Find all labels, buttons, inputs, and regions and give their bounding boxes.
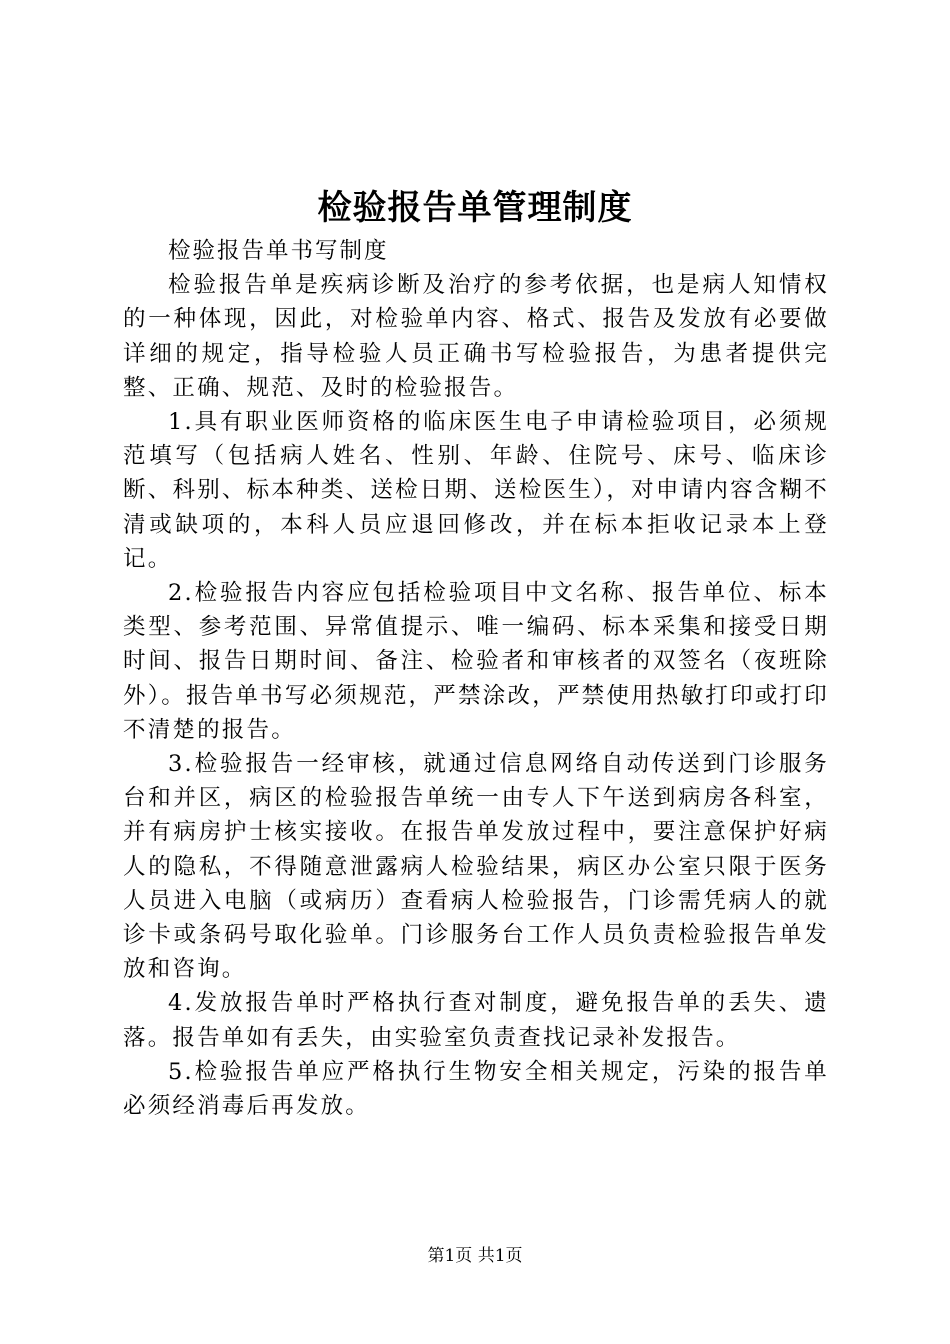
page-footer: 第1页 共1页 xyxy=(427,1246,523,1266)
paragraph-item-5: 5.检验报告单应严格执行生物安全相关规定，污染的报告单必须经消毒后再发放。 xyxy=(123,1058,829,1120)
document-title: 检验报告单管理制度 xyxy=(317,188,633,228)
paragraph-item-2: 2.检验报告内容应包括检验项目中文名称、报告单位、标本类型、参考范围、异常值提示、唯一编码、标本采集和接受日期时间、报告日期时间、备注、检验者和审核者的双签名（夜班除外）。报告单书写必须规范，严禁涂改，严禁使用热敏打印或打印不清楚的报告。 xyxy=(123,580,829,743)
paragraph-item-4: 4.发放报告单时严格执行查对制度，避免报告单的丢失、遗落。报告单如有丢失，由实验室负责查找记录补发报告。 xyxy=(123,990,829,1051)
paragraph-item-3: 3.检验报告一经审核，就通过信息网络自动传送到门诊服务台和并区，病区的检验报告单统一由专人下午送到病房各科室，并有病房护士核实接收。在报告单发放过程中，要注意保护好病人的隐私，不得随意泄露病人检验结果，病区办公室只限于医务人员进入电脑（或病历）查看病人检验报告，门诊需凭病人的就诊卡或条码号取化验单。门诊服务台工作人员负责检验报告单发放和咨询。 xyxy=(123,751,829,983)
document-body xyxy=(123,234,829,1123)
paragraph-intro: 检验报告单是疾病诊断及治疗的参考依据，也是病人知情权的一种体现，因此，对检验单内容、格式、报告及发放有必要做详细的规定，指导检验人员正确书写检验报告，为患者提供完整、正确、规范、及时的检验报告。 xyxy=(123,272,829,401)
paragraph-item-1: 1.具有职业医师资格的临床医生电子申请检验项目，必须规范填写（包括病人姓名、性别、年龄、住院号、床号、临床诊断、科别、标本种类、送检日期、送检医生），对申请内容含糊不清或缺项的，本科人员应退回修改，并在标本拒收记录本上登记。 xyxy=(123,409,829,572)
section-heading: 检验报告单书写制度 xyxy=(168,238,389,264)
